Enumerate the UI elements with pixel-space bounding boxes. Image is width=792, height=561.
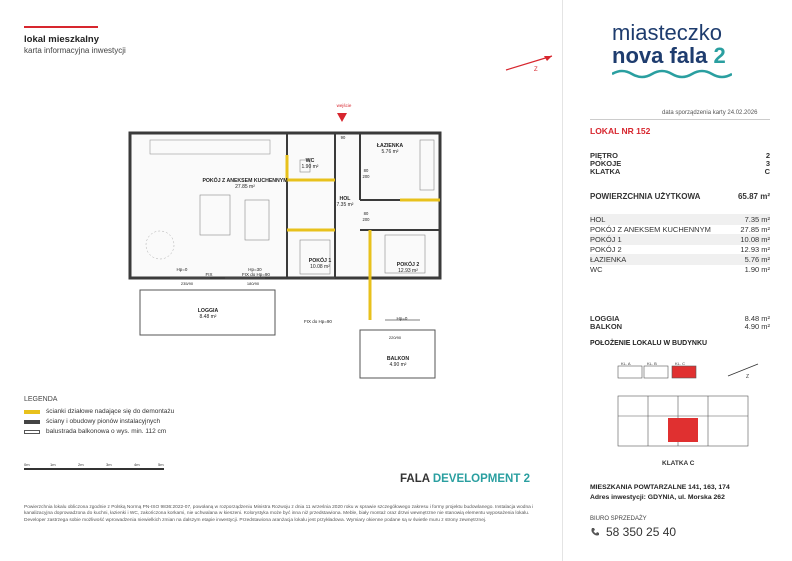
plan-room-bathroom-name: ŁAZIENKA — [376, 143, 404, 149]
plan-room-loggia-area: 8.48 m² — [199, 314, 217, 321]
phone-number[interactable]: 58 350 25 40 — [606, 525, 677, 539]
unit-title: LOKAL NR 152 — [590, 126, 651, 136]
legend-item — [24, 418, 160, 425]
room-label: POKÓJ Z ANEKSEM KUCHENNYM — [590, 225, 711, 234]
plan-room-wc — [290, 158, 330, 170]
plan-room-2-name: POKÓJ 2 — [396, 262, 420, 268]
plan-note-fix: FIX — [205, 272, 213, 277]
date-underline — [590, 119, 770, 120]
room-value: 10.08 m² — [740, 235, 770, 244]
room-value: 12.93 m² — [740, 245, 770, 254]
plan-note-hp0: Hp=0 — [176, 267, 188, 272]
brand-line2: nova fala — [612, 43, 708, 68]
legend-swatch-yellow — [24, 410, 40, 414]
plan-room-bathroom — [370, 143, 410, 155]
room-value: 7.35 m² — [744, 215, 770, 224]
developer-name: DEVELOPMENT — [432, 473, 521, 485]
plan-room-loggia-name: LOGGIA — [197, 308, 219, 314]
outdoor-row — [590, 322, 770, 331]
plan-note-door-200: 200 — [362, 174, 370, 179]
plan-room-hall-area: 7.35 m² — [336, 202, 354, 209]
outdoor-label: BALKON — [590, 322, 623, 331]
phone-icon — [590, 527, 600, 537]
location-caption: KLATKA C — [662, 460, 695, 467]
room-row — [590, 264, 770, 275]
legend-title: LEGENDA — [24, 396, 58, 403]
plan-room-balcony-name: BALKON — [386, 356, 410, 362]
plan-note-win-180: 180/90 — [246, 281, 260, 286]
room-value: 5.76 m² — [744, 255, 770, 264]
usable-area-row — [590, 192, 770, 201]
info-value: C — [764, 167, 770, 176]
brand-number: 2 — [713, 43, 726, 68]
room-label: POKÓJ 2 — [590, 245, 622, 254]
outdoor-value: 4.90 m² — [744, 322, 770, 331]
legend-swatch-dark — [24, 420, 40, 424]
developer-prefix: FALA — [400, 473, 430, 485]
svg-text:Z: Z — [746, 374, 750, 380]
plan-room-balcony — [378, 356, 418, 368]
outdoor-label: LOGGIA — [590, 314, 620, 323]
plan-room-living-name: POKÓJ Z ANEKSEM KUCHENNYM — [202, 178, 288, 184]
stair-label-b: KL. B — [647, 361, 657, 366]
plan-note-door-80: 80 — [363, 168, 369, 173]
investment-address: Adres inwestycji: GDYNIA, ul. Morska 262 — [590, 494, 725, 501]
plan-room-2 — [388, 262, 428, 274]
plan-note-door-90: 90 — [340, 135, 346, 140]
phone-row — [590, 525, 676, 539]
stair-label-a: KL. A — [621, 361, 631, 366]
plan-entrance-label: wejście — [336, 103, 352, 108]
legend-label: balustrada balkonowa o wys. min. 112 cm — [46, 428, 167, 435]
plan-note-fixdo-2: FIX do Hp=90 — [304, 319, 332, 324]
room-label: HOL — [590, 215, 606, 224]
plan-room-balcony-area: 4.90 m² — [389, 362, 407, 369]
room-label: ŁAZIENKA — [590, 255, 627, 264]
plan-note-win-235: 235/90 — [180, 281, 194, 286]
plan-room-1-name: POKÓJ 1 — [308, 258, 332, 264]
usable-area-label: POWIERZCHNIA UŻYTKOWA — [590, 192, 701, 201]
legend-swatch-outline — [24, 430, 40, 434]
wave-icon — [612, 68, 732, 80]
page-subtitle: karta informacyjna inwestycji — [24, 46, 126, 55]
disclaimer: Powierzchnia lokalu obliczona zgodnie z Polską Normą PN-ISO 9836:2022-07, powołaną w rozporządzeniu Ministra Rozwoju z dnia 11 września 2020 roku w sprawie szczegółowego zakresu i formy projektu budowlanego. Instalacja wodna i kanalizacyjna doprowadzona do kuchni, łazienki i WC, zakończona korkami, nie uchwalana w kieszeni. Kolorystyka może być inna niż przedstawiona. Meble, biały montaż oraz drzwi wewnętrzne nie stanowią elementu wyposażenia lokalu. Developer zastrzega sobie możliwość wprowadzenia niewielkich zmian na dalszym etapie inwestycji. Przedstawiona aranżacja lokalu jest przykładowa. Wymiary okienne podane są w świetle muru z strony zewnętrznej. — [24, 505, 534, 523]
scale-tick: 4m — [134, 462, 140, 467]
outdoor-value: 8.48 m² — [744, 314, 770, 323]
plan-room-loggia — [188, 308, 228, 320]
scale-tick: 3m — [106, 462, 112, 467]
room-label: POKÓJ 1 — [590, 235, 622, 244]
info-value: 3 — [765, 159, 770, 168]
plan-note-door-200b: 200 — [362, 217, 370, 222]
legend-label: ściany i obudowy pionów instalacyjnych — [46, 418, 161, 425]
plan-note-hp30: Hp=30 — [248, 267, 262, 272]
plan-note-fixdo: FIX do Hp=90 — [242, 272, 270, 277]
building-location-map — [608, 356, 768, 456]
room-value: 1.90 m² — [744, 265, 770, 274]
plan-note-win-220: 220/90 — [388, 335, 402, 340]
plan-note-door-80b: 80 — [363, 211, 369, 216]
info-label: KLATKA — [590, 167, 621, 176]
legend-item — [24, 408, 174, 415]
plan-room-1-area: 10.08 m² — [310, 264, 330, 271]
developer-logo — [400, 473, 530, 485]
room-label: WC — [590, 265, 603, 274]
investment-units: MIESZKANIA POWTARZALNE 141, 163, 174 — [590, 484, 730, 491]
page-title: lokal mieszkalny — [24, 34, 99, 45]
scale-bar-line — [24, 468, 164, 470]
legend-label: ścianki działowe nadające się do demontażu — [46, 408, 175, 415]
usable-area-value: 65.87 m² — [737, 192, 770, 201]
panel-divider — [562, 0, 563, 561]
plan-note-hp0-2: Hp=0 — [396, 316, 408, 321]
info-label: POKOJE — [590, 159, 622, 168]
plan-room-living-area: 27.85 m² — [235, 184, 255, 191]
brand-line1: miasteczko — [612, 20, 723, 45]
location-title: POŁOŻENIE LOKALU W BUDYNKU — [590, 340, 708, 347]
stair-label-c: KL. C — [675, 361, 686, 366]
developer-number: 2 — [523, 473, 530, 485]
plan-room-2-area: 12.93 m² — [398, 268, 418, 275]
scale-tick: 1m — [50, 462, 56, 467]
card-date: data sporządzenia karty 24.02.2026 — [662, 110, 758, 116]
plan-room-hall — [325, 196, 365, 208]
sales-office-label: BIURO SPRZEDAŻY — [590, 516, 647, 522]
scale-tick: 0m — [24, 462, 30, 467]
brand-logo — [612, 22, 752, 85]
plan-room-wc-area: 1.90 m² — [301, 164, 319, 171]
info-label: PIĘTRO — [590, 151, 618, 160]
plan-room-wc-name: WC — [305, 158, 315, 164]
scale-tick: 5m — [158, 462, 164, 467]
info-row — [590, 167, 770, 176]
scale-bar — [24, 462, 164, 472]
plan-room-living — [200, 178, 290, 190]
brand-line2-wrap — [612, 44, 752, 67]
room-value: 27.85 m² — [740, 225, 770, 234]
legend-item — [24, 428, 166, 435]
info-value: 2 — [765, 151, 770, 160]
plan-room-1 — [300, 258, 340, 270]
plan-room-hall-name: HOL — [339, 196, 351, 202]
scale-tick: 2m — [78, 462, 84, 467]
plan-room-bathroom-area: 5.76 m² — [381, 149, 399, 156]
svg-text:Z: Z — [534, 67, 538, 73]
